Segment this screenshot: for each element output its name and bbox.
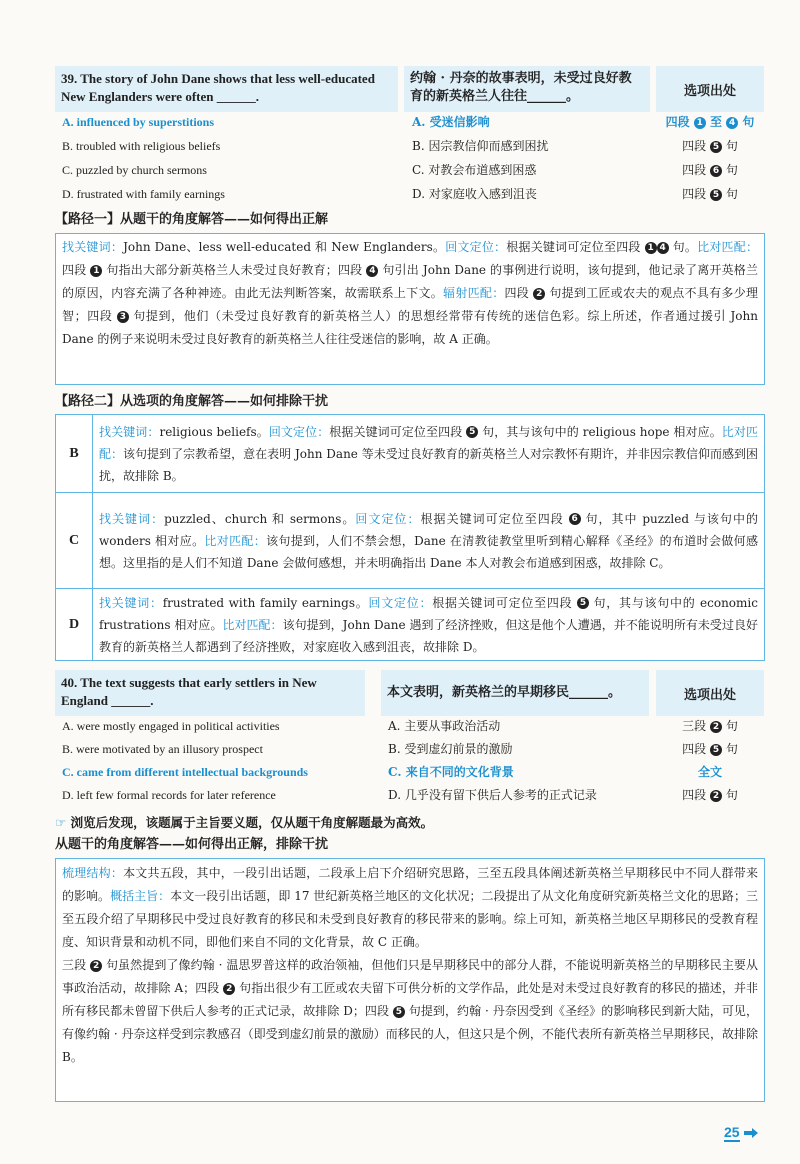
q40-option-en: A. were mostly engaged in political activities [62, 719, 280, 733]
page-footer [724, 1124, 759, 1142]
q39-path2-title: 【路径二】从选项的角度解答——如何排除干扰 [55, 394, 329, 409]
path2-row-label: C [56, 493, 93, 589]
q40-option-source: 四段 2 句 [682, 788, 738, 802]
q40-panel [55, 858, 765, 1102]
path2-row [56, 415, 765, 493]
q40-option-source: 四段 5 句 [682, 742, 738, 756]
q39-option-en: A. influenced by superstitions [62, 115, 215, 129]
q39-option-cn: A. 受迷信影响 [412, 115, 490, 129]
q40-note [55, 814, 433, 832]
q39-path1-text: 找关键词：John Dane、less well-educated 和 New Englanders。回文定位：根据关键词可定位至四段 1 4 句。比对匹配：四段 1 句指出大部分新英格兰人未受过良好教育；四段 4 句引出 John Dane 的事例进行说明，该句提到，他记录了离开英格兰的原因，内容充满了各种神迹。由此无法判断答案，故需联系上下文。辐射匹配：四段 2 句提到工匠或农夫的观点不具有多少理智；四段 3 句提到，他们（未受过良好教育的新英格兰人）的思想经常带有传统的迷信色彩。综上所述，作者通过援引 John Dane 的例子来说明未受过良好教育的新英格兰人往往受迷信的影响，故 A 正确。 [62, 240, 758, 346]
path2-row-label: D [56, 589, 93, 661]
q39-stem-en: 39. The story of John Dane shows that less well-educated New Englanders were often ______. [55, 66, 398, 112]
q40-option-source: 全文 [697, 765, 722, 779]
q40-option-en: C. came from different intellectual backgrounds [62, 765, 308, 779]
q40-para1: 梳理结构：本文共五段，其中，一段引出话题，二段承上启下介绍研究思路，三至五段具体阐述新英格兰早期移民中不同人群带来的影响。概括主旨：本文一段引出话题，即 17 世纪新英格兰地区的文化状况；二段提出了从文化角度研究新英格兰文化的思路；三至五段介绍了早期移民中受过良好教育的移民和未受到良好教育的移民带来的影响。综上可知，新英格兰地区早期移民的受教育程度、知识背景和动机不同，即他们来自不同的文化背景，故 C 正确。 [62, 866, 758, 949]
q39-path1-title: 【路径一】从题干的角度解答——如何得出正解 [55, 212, 329, 227]
path2-row-text: 找关键词：puzzled、church 和 sermons。回文定位：根据关键词可定位至四段 6 句，其中 puzzled 与该句中的 wonders 相对应。比对匹配：该句提到，人们不禁会想，Dane 在清教徒教堂里听到精心解释《圣经》的布道时会做何感想。这里指的是人们不知道 Dane 会做何感想，并未明确指出 Dane 本人对教会布道感到困惑，故排除 C。 [93, 493, 765, 589]
path2-row [56, 589, 765, 661]
q39-option-source: 四段 1 至 4 句 [665, 115, 755, 129]
q39-stem-cn: 约翰 · 丹奈的故事表明，未受过良好教育的新英格兰人往往______。 [404, 66, 650, 112]
q40-option-cn: C. 来自不同的文化背景 [388, 765, 514, 779]
q40-option-en: D. left few formal records for later reference [62, 788, 276, 802]
q39-option-en: B. troubled with religious beliefs [62, 139, 221, 153]
q40-note-text: 浏览后发现，该题属于主旨要义题，仅从题干角度解题最为高效。 [70, 815, 434, 830]
q39-option-cn: C. 对教会布道感到困惑 [412, 163, 537, 177]
q39-path2-table [55, 414, 765, 661]
q40-option-source: 三段 2 句 [682, 719, 738, 733]
q40-path-title: 从题干的角度解答——如何得出正解，排除干扰 [55, 837, 329, 852]
path2-row-text: 找关键词：frustrated with family earnings。回文定位：根据关键词可定位至四段 5 句，其与该句中的 economic frustrations 相对应。比对匹配：该句提到，John Dane 遇到了经济挫败，但这是他个人遭遇，并不能说明所有未受过良好教育的新英格兰人都遇到了经济挫败，对家庭收入感到沮丧，故排除 D。 [93, 589, 765, 661]
q39-option-source: 四段 5 句 [682, 139, 738, 153]
q39-option-en: C. puzzled by church sermons [62, 163, 207, 177]
q39-option-cn: D. 对家庭收入感到沮丧 [412, 187, 537, 201]
arrow-icon [743, 1127, 759, 1139]
q39-option-source: 四段 6 句 [682, 163, 738, 177]
q40-source-header: 选项出处 [656, 670, 764, 716]
q40-stem-cn: 本文表明，新英格兰的早期移民______。 [381, 670, 649, 716]
q40-option-en: B. were motivated by an illusory prospect [62, 742, 263, 756]
q39-option-source: 四段 5 句 [682, 187, 738, 201]
path2-row [56, 493, 765, 589]
q40-option-cn: B. 受到虚幻前景的激励 [388, 742, 513, 756]
q39-path1-panel [55, 233, 765, 385]
page-number: 25 [724, 1124, 740, 1140]
q39-option-cn: B. 因宗教信仰而感到困扰 [412, 139, 549, 153]
q40-option-cn: A. 主要从事政治活动 [388, 719, 501, 733]
q40-para2: 三段 2 句虽然提到了像约翰 · 温思罗普这样的政治领袖，但他们只是早期移民中的部分人群，不能说明新英格兰的早期移民主要从事政治活动，故排除 A；四段 2 句指出很少有工匠或农夫留下可供分析的文学作品，此处是对未受过良好教育的移民的描述，并非所有移民都未曾留下供后人参考的正式记录，故排除 D；四段 5 句提到，约翰 · 丹奈因受到《圣经》的影响移民到新大陆，可见，有像约翰 · 丹奈这样受到宗教感召（即受到虚幻前景的激励）而移民的人，但这只是个例，不能代表所有新英格兰早期移民，故排除 B。 [62, 958, 758, 1064]
path2-row-text: 找关键词：religious beliefs。回文定位：根据关键词可定位至四段 5 句，其与该句中的 religious hope 相对应。比对匹配：该句提到了宗教希望，意在表明 John Dane 等未受过良好教育的新英格兰人对宗教怀有期许，并非因宗教信仰而感到困扰，故排除 B。 [93, 415, 765, 493]
q40-option-cn: D. 几乎没有留下供后人参考的正式记录 [388, 788, 597, 802]
path2-row-label: B [56, 415, 93, 493]
pointing-hand-icon: ☞ [55, 815, 67, 830]
q39-source-header: 选项出处 [656, 66, 764, 112]
q39-option-en: D. frustrated with family earnings [62, 187, 225, 201]
q40-stem-en: 40. The text suggests that early settlers in New England ______. [55, 670, 365, 716]
